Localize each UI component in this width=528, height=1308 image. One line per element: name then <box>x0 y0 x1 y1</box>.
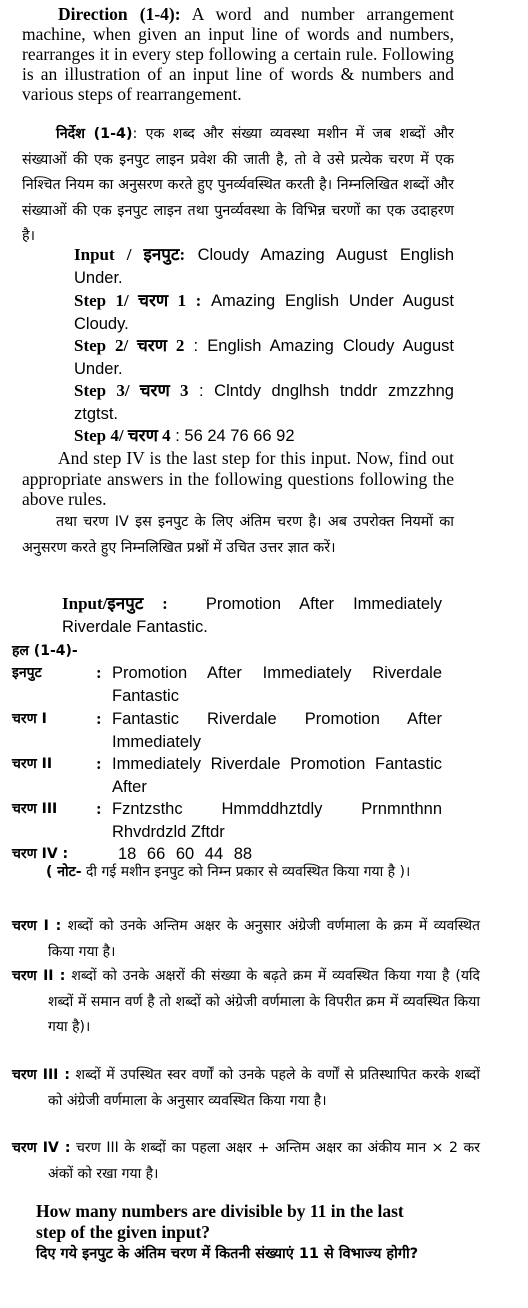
rule-step-3 <box>12 1063 480 1114</box>
direction-label-hindi: निर्देश (1-4) <box>56 126 133 142</box>
rule-label: चरण I : <box>12 918 62 934</box>
solution-row-separator: : <box>96 799 102 818</box>
rule-text: शब्दों में उपस्थित स्वर वर्णों को उनके पहले के वर्णों से प्रतिस्थापित करके शब्दों को अंग्रेजी वर्णमाला के अनुसार व्यवस्थित किया गया है। <box>48 1067 480 1109</box>
step-4-value: : 56 24 76 66 92 <box>175 427 295 445</box>
question-hindi: दिए गये इनपुट के अंतिम चरण में कितनी संख्याएं 11 से विभाज्य होगी? <box>36 1246 419 1262</box>
direction-label: Direction (1-4): <box>58 4 181 24</box>
solution-row-label: चरण I <box>12 711 47 727</box>
given-input-value: Promotion After Immediately Riverdale Fantastic. <box>62 595 443 636</box>
rule-step-1 <box>12 914 480 965</box>
example-step-4 <box>74 425 454 448</box>
step-2-value: : English Amazing Cloudy August Under. <box>74 337 454 378</box>
given-input <box>62 592 442 639</box>
step-1-value: Amazing English Under August Cloudy. <box>74 292 454 333</box>
rule-text: शब्दों को उनके अक्षरों की संख्या के बढ़ते क्रम में व्यवस्थित किया गया है (यदि शब्दों में समान वर्ण है तो शब्दों को अंग्रेजी वर्णमाला के विपरीत क्रम में व्यवस्थित किया गया है)। <box>48 968 480 1035</box>
rule-step-2 <box>12 964 480 1041</box>
solution-row-separator: : <box>96 663 102 682</box>
example-step-2 <box>74 335 454 380</box>
solution-row-value: Fantastic Riverdale Promotion After Immediately <box>112 710 442 751</box>
solution-row-label: चरण II <box>12 756 53 772</box>
rule-text: शब्दों को उनके अन्तिम अक्षर के अनुसार अंग्रेजी वर्णमाला के क्रम में व्यवस्थित किया गया है। <box>48 918 481 960</box>
solution-row-label: इनपुट <box>12 665 42 681</box>
step-3-label: Step 3/ चरण 3 <box>74 381 189 400</box>
direction-text-hindi: : एक शब्द और संख्या व्यवस्था मशीन में जब शब्दों और संख्याओं की एक इनपुट लाइन प्रवेश की जाती है, तो वे उसे प्रत्येक चरण में एक निश्चित नियम का अनुसरण करते हुए पुनर्व्यवस्थित करती है। निम्नलिखित शब्दों और संख्याओं की एक इनपुट लाइन तथा पुनर्व्यवस्था के विभिन्न चरणों का एक उदाहरण है। <box>22 126 454 244</box>
note-text: दी गई मशीन इनपुट को निम्न प्रकार से व्यवस्थित किया गया है )। <box>86 864 411 880</box>
rule-label: चरण II : <box>12 968 66 984</box>
rule-label: चरण IV : <box>12 1140 71 1156</box>
step-1-label: Step 1/ चरण 1 : <box>74 291 202 310</box>
solution-row-value: Promotion After Immediately Riverdale Fantastic <box>112 664 442 705</box>
solution-row-label: चरण IV : <box>12 846 69 862</box>
rule-label: चरण III : <box>12 1067 70 1083</box>
note-label: ( नोट- <box>46 864 82 880</box>
instruction-hindi: तथा चरण IV इस इनपुट के लिए अंतिम चरण है। अब उपरोक्त नियमों का अनुसरण करते हुए निम्नलिखित प्रश्नों में उचित उत्तर ज्ञात करें। <box>22 514 454 556</box>
solution-row-separator: : <box>96 709 102 728</box>
example-input-value: Cloudy Amazing August English Under. <box>74 246 454 287</box>
example-step-3 <box>74 380 454 425</box>
example-input-label: Input / इनपुट: <box>74 245 186 264</box>
rule-step-4 <box>12 1136 480 1187</box>
question-english: How many numbers are divisible by 11 in the last step of the given input? <box>36 1201 404 1242</box>
step-4-label: Step 4/ चरण 4 <box>74 426 171 445</box>
example-input <box>74 244 454 289</box>
example-step-1 <box>74 290 454 335</box>
solution-row-value: 18 66 60 44 88 <box>118 845 253 863</box>
step-2-label: Step 2/ चरण 2 <box>74 336 185 355</box>
solution-row-value: Immediately Riverdale Promotion Fantastic After <box>112 755 442 796</box>
rule-text: चरण III के शब्दों का पहला अक्षर + अन्तिम अक्षर का अंकीय मान × 2 कर अंकों को रखा गया है। <box>48 1140 480 1182</box>
solution-row-value: Fzntzsthc Hmmddhztdly Prnmnthnn Rhvdrdzld Zftdr <box>112 800 442 841</box>
instruction-english: And step IV is the last step for this input. Now, find out appropriate answers in the following questions following the above rules. <box>22 448 454 509</box>
direction-paragraph-english <box>22 4 454 104</box>
step-3-value: : Clntdy dnglhsh tnddr zmzzhng ztgtst. <box>74 382 454 423</box>
given-input-label: Input/इनपुट : <box>62 594 168 613</box>
solution-row-separator: : <box>96 754 102 773</box>
solution-row-label: चरण III <box>12 801 58 817</box>
direction-paragraph-hindi <box>22 122 454 250</box>
note <box>12 860 444 885</box>
direction-text: A word and number arrangement machine, when given an input line of words and numbers, rearranges it in every step following a certain rule. Following is an illustration of an input line of words & numbers and various steps of rearrangement. <box>22 4 455 104</box>
solution-heading: हल (1-4)- <box>12 643 78 659</box>
